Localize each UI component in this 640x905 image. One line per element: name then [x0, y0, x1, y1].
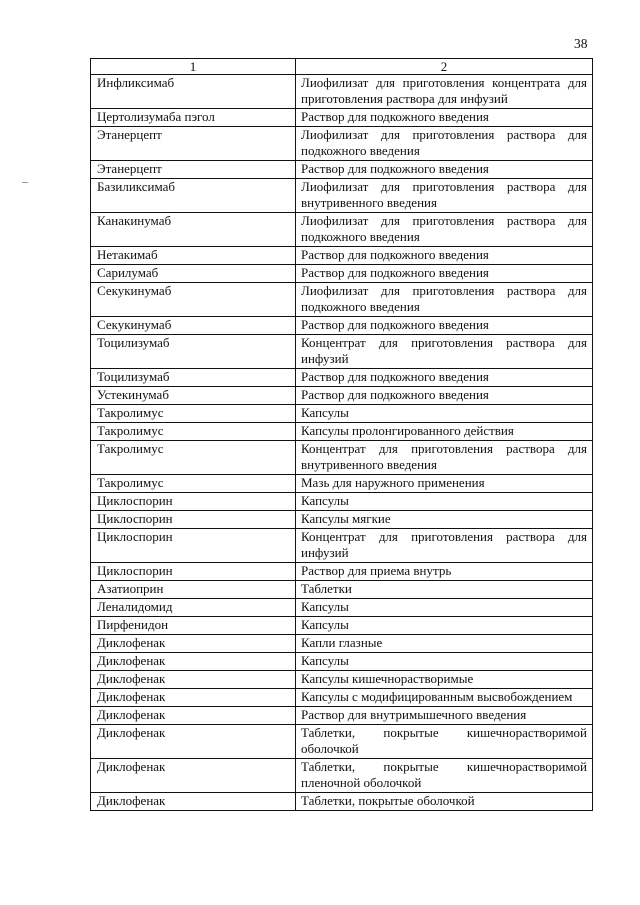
table-row: [91, 635, 593, 653]
table-row: [91, 475, 593, 493]
table-row: [91, 247, 593, 265]
drug-table: [90, 58, 593, 811]
table-row: [91, 109, 593, 127]
drug-name-cell: Этанерцепт: [91, 127, 296, 161]
margin-mark: [22, 182, 28, 183]
table-row: [91, 707, 593, 725]
drug-name-cell: Секукинумаб: [91, 317, 296, 335]
table-row: [91, 759, 593, 793]
table-row: [91, 511, 593, 529]
dosage-form-cell: Капсулы: [296, 405, 593, 423]
drug-name-cell: Этанерцепт: [91, 161, 296, 179]
table-row: [91, 369, 593, 387]
dosage-form-cell: Мазь для наружного применения: [296, 475, 593, 493]
dosage-form-cell: Капсулы пролонгированного действия: [296, 423, 593, 441]
table-row: [91, 653, 593, 671]
drug-name-cell: Базиликсимаб: [91, 179, 296, 213]
table-row: [91, 283, 593, 317]
drug-name-cell: Такролимус: [91, 475, 296, 493]
dosage-form-cell: Концентрат для приготовления раствора для инфузий: [296, 335, 593, 369]
drug-name-cell: Диклофенак: [91, 793, 296, 811]
dosage-form-cell: Раствор для подкожного введения: [296, 247, 593, 265]
drug-name-cell: Пирфенидон: [91, 617, 296, 635]
column-header-1: 1: [91, 59, 296, 75]
drug-name-cell: Циклоспорин: [91, 493, 296, 511]
dosage-form-cell: Капсулы: [296, 599, 593, 617]
drug-name-cell: Леналидомид: [91, 599, 296, 617]
dosage-form-cell: Капсулы с модифицированным высвобождением: [296, 689, 593, 707]
dosage-form-cell: Таблетки, покрытые оболочкой: [296, 793, 593, 811]
drug-name-cell: Тоцилизумаб: [91, 369, 296, 387]
dosage-form-cell: Капсулы мягкие: [296, 511, 593, 529]
drug-name-cell: Канакинумаб: [91, 213, 296, 247]
drug-name-cell: Циклоспорин: [91, 529, 296, 563]
table-row: [91, 441, 593, 475]
drug-name-cell: Цертолизумаба пэгол: [91, 109, 296, 127]
table-row: [91, 599, 593, 617]
table-row: [91, 317, 593, 335]
dosage-form-cell: Лиофилизат для приготовления раствора для внутривенного введения: [296, 179, 593, 213]
table-row: [91, 529, 593, 563]
dosage-form-cell: Капсулы: [296, 653, 593, 671]
drug-name-cell: Диклофенак: [91, 671, 296, 689]
table-row: [91, 671, 593, 689]
drug-name-cell: Такролимус: [91, 405, 296, 423]
table-header-row: [91, 59, 593, 75]
table-row: [91, 493, 593, 511]
dosage-form-cell: Раствор для подкожного введения: [296, 317, 593, 335]
drug-name-cell: Инфликсимаб: [91, 75, 296, 109]
drug-name-cell: Устекинумаб: [91, 387, 296, 405]
table-row: [91, 563, 593, 581]
drug-name-cell: Циклоспорин: [91, 563, 296, 581]
table-body: [91, 75, 593, 811]
dosage-form-cell: Раствор для подкожного введения: [296, 265, 593, 283]
dosage-form-cell: Лиофилизат для приготовления раствора для подкожного введения: [296, 127, 593, 161]
table-row: [91, 213, 593, 247]
drug-name-cell: Нетакимаб: [91, 247, 296, 265]
dosage-form-cell: Концентрат для приготовления раствора для инфузий: [296, 529, 593, 563]
table-row: [91, 581, 593, 599]
drug-name-cell: Такролимус: [91, 423, 296, 441]
dosage-form-cell: Концентрат для приготовления раствора для внутривенного введения: [296, 441, 593, 475]
dosage-form-cell: Раствор для приема внутрь: [296, 563, 593, 581]
dosage-form-cell: Раствор для подкожного введения: [296, 161, 593, 179]
table-row: [91, 725, 593, 759]
table-row: [91, 617, 593, 635]
dosage-form-cell: Таблетки, покрытые кишечнорастворимой пленочной оболочкой: [296, 759, 593, 793]
column-header-2: 2: [296, 59, 593, 75]
drug-name-cell: Диклофенак: [91, 759, 296, 793]
drug-name-cell: Циклоспорин: [91, 511, 296, 529]
drug-name-cell: Секукинумаб: [91, 283, 296, 317]
drug-name-cell: Диклофенак: [91, 689, 296, 707]
table-row: [91, 689, 593, 707]
table-row: [91, 265, 593, 283]
drug-name-cell: Диклофенак: [91, 653, 296, 671]
table-row: [91, 335, 593, 369]
dosage-form-cell: Капсулы: [296, 493, 593, 511]
dosage-form-cell: Капсулы: [296, 617, 593, 635]
dosage-form-cell: Раствор для подкожного введения: [296, 387, 593, 405]
dosage-form-cell: Лиофилизат для приготовления раствора для подкожного введения: [296, 213, 593, 247]
table-row: [91, 405, 593, 423]
table-row: [91, 423, 593, 441]
table-row: [91, 161, 593, 179]
table-row: [91, 127, 593, 161]
dosage-form-cell: Раствор для подкожного введения: [296, 109, 593, 127]
dosage-form-cell: Капсулы кишечнорастворимые: [296, 671, 593, 689]
dosage-form-cell: Лиофилизат для приготовления раствора для подкожного введения: [296, 283, 593, 317]
dosage-form-cell: Раствор для подкожного введения: [296, 369, 593, 387]
drug-name-cell: Такролимус: [91, 441, 296, 475]
dosage-form-cell: Лиофилизат для приготовления концентрата для приготовления раствора для инфузий: [296, 75, 593, 109]
dosage-form-cell: Таблетки, покрытые кишечнорастворимой оболочкой: [296, 725, 593, 759]
drug-name-cell: Диклофенак: [91, 635, 296, 653]
page-number: 38: [574, 36, 588, 51]
table-row: [91, 75, 593, 109]
table-row: [91, 179, 593, 213]
dosage-form-cell: Капли глазные: [296, 635, 593, 653]
drug-name-cell: Тоцилизумаб: [91, 335, 296, 369]
dosage-form-cell: Раствор для внутримышечного введения: [296, 707, 593, 725]
drug-name-cell: Диклофенак: [91, 725, 296, 759]
drug-name-cell: Диклофенак: [91, 707, 296, 725]
table-row: [91, 387, 593, 405]
table-row: [91, 793, 593, 811]
drug-name-cell: Азатиоприн: [91, 581, 296, 599]
drug-name-cell: Сарилумаб: [91, 265, 296, 283]
dosage-form-cell: Таблетки: [296, 581, 593, 599]
